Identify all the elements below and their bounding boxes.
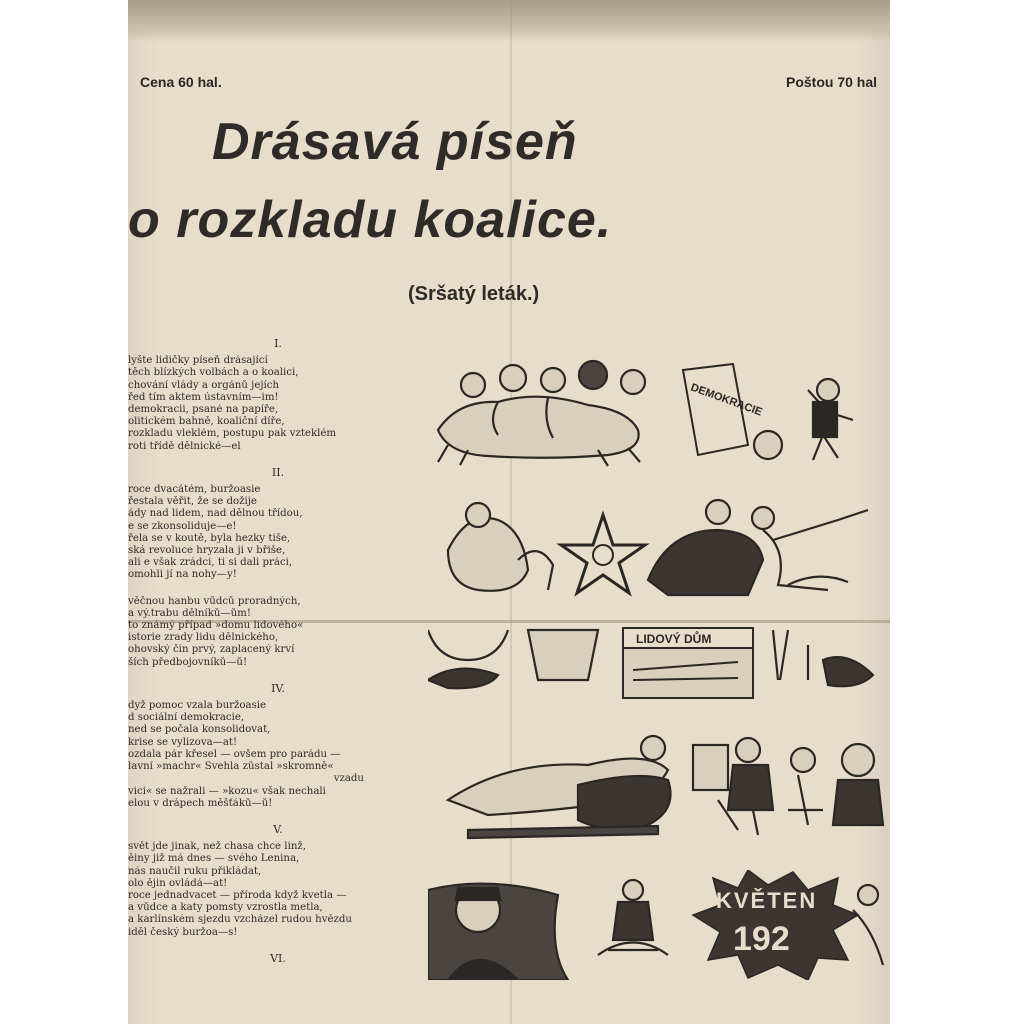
stanza-numeral: I. [274,337,282,350]
poem-line: ali e však zrádci, ti si dali práci, [128,557,293,569]
poem-line: řestala věřit, že se dožije [128,496,257,508]
poem-line: ohovský čin prvý, zaplacený krví [128,644,295,656]
postal-price-label: Poštou 70 hal [786,74,878,90]
kveten-text: KVĚTEN [716,888,818,913]
poem-line: lavní »machr« Švehla zůstal »skromně« [128,761,334,773]
poem-line: svět jde jinak, než chasa chce linž, [128,841,306,853]
poem-column [128,338,368,979]
soviet-star-emblem [561,515,645,593]
poem-line: e se zkonsoliduje—e! [128,520,237,532]
stanza-numeral: VI. [270,951,286,965]
stanza-numeral: IV. [271,681,285,695]
subtitle: (Sršatý leták.) [408,283,540,305]
kveten-emblem [693,870,858,980]
poem-stanza [128,953,368,965]
poem-line: ších předbojovníků—ů! [128,656,248,668]
poem-stanza [128,683,368,810]
headline-line-2: o rozkladu koalice. [128,191,613,249]
poem-stanza [128,596,368,669]
poem-line: ěiny již má dnes — svého Lenina, [128,853,300,865]
poem-stanza [128,824,368,939]
poem-line: to známý případ »domu lidového« [128,620,304,632]
poem-line: těch blízkých volbách a o koalici, [128,367,299,379]
cartoon-kveten-1921 [428,870,890,980]
poem-line: vzadu [333,773,364,785]
poem-line: ned se počala konsolidovat, [128,724,271,736]
headline-line-1: Drásavá píseň [212,113,578,171]
poem-stanza [128,338,368,453]
poem-line: roti třídě dělnické—el [128,440,241,452]
poem-line: vici« se nažrali — »kozu« však nechali [128,785,326,797]
poem-line: řela se v koutě, byla hezky tiše, [128,532,291,544]
leaflet-sheet [128,0,890,1024]
poem-line: elou v drápech měšťáků—ů! [128,797,273,809]
stanza-numeral: V. [273,822,283,836]
scroll-text: DEMOKRACIE [688,381,764,419]
cartoon-reclining-figure [428,730,890,855]
demokracie-scroll [683,364,764,455]
poem-line: roce jednadvacet — příroda když kvetla — [128,889,347,901]
year-text: 192 [733,920,790,958]
poem-line: a vůdce a katy pomsty vzrostla metla, [128,902,323,914]
poem-stanza [128,467,368,582]
poem-line: d sociální demokracie, [128,712,245,724]
poem-line: rozkladu vleklém, postupu pak vzteklém [128,428,337,440]
poem-line: roce dvacátém, buržoasie [128,484,261,496]
poem-line: iděl český buržoa—s! [128,926,238,938]
cartoon-lidovy-dum [428,620,890,715]
stanza-numeral: II. [271,465,285,479]
folded-top-edge [128,0,890,42]
cartoon-column [428,350,890,1024]
poem-line: lyšte lidičky píseň drásající [128,355,268,367]
poem-line: ády nad lidem, nad dělnou třídou, [128,508,303,520]
poem-line: nás naučil ruku přikládat, [128,865,262,877]
poem-line: věčnou hanbu vůdců proradných, [128,595,301,607]
poem-line: omohli jí na nohy—y! [128,569,237,581]
poem-line: istorie zrady lidu dělnického, [128,632,279,644]
poem-line: řed tím aktem ústavním—im! [128,391,279,403]
poem-line: krise se vylizova—at! [128,736,238,748]
poem-line: a vý.trabu dělníků—ům! [128,607,251,619]
poem-line: a karlínském sjezdu vzcházel rudou hvězdu [128,914,352,926]
price-label: Cena 60 hal. [140,74,222,90]
lidovy-dum-sign [623,628,753,698]
poem-line: chování vlády a orgánů jejích [128,379,280,391]
poem-line: olo ějin ovládá—at! [128,877,228,889]
poem-line: olitickém bahně, koaliční díře, [128,416,285,428]
sign-text: LIDOVÝ DŮM [636,632,712,646]
poem-line: ozdala pár křesel — ovšem pro parádu — [128,748,341,760]
poem-line: ská revoluce hryzala ji v břiše, [128,545,286,557]
cartoon-star-scene [428,490,890,605]
poem-line: demokracii, psané na papíře, [128,404,279,416]
poem-line: dyž pomoc vzala buržoasie [128,700,267,712]
cartoon-coalition-crowd [428,350,890,475]
